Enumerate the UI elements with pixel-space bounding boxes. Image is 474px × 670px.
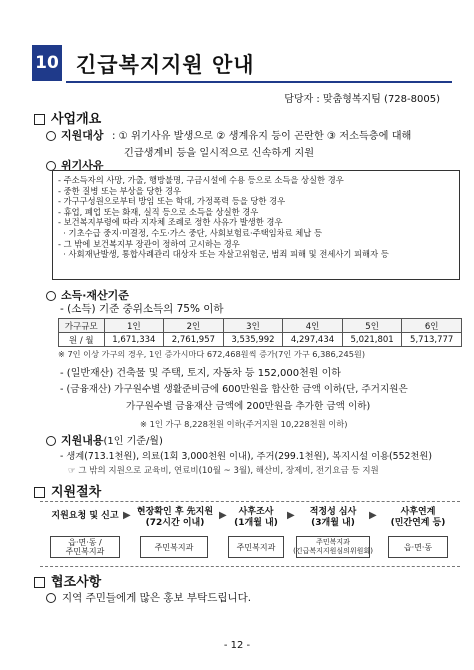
procedure-step: 현장확인 후 先지원 (72시간 이내): [136, 507, 214, 528]
table-cell: 1인: [104, 319, 164, 333]
income-line: - (소득) 기준 중위소득의 75% 이하: [60, 303, 224, 315]
table-cell: 5인: [342, 319, 402, 333]
finance-line1: - (금융재산) 가구원수별 생활준비금에 600만원을 합산한 금액 이하(단, 주거지원은: [60, 384, 408, 395]
checkbox-square-icon: [34, 577, 45, 588]
procedure-step: 사후연계 (민간연계 등): [390, 507, 446, 528]
table-cell: 3인: [223, 319, 283, 333]
procedure-step: 적정성 심사 (3개월 내): [309, 507, 357, 528]
finance-line2: 가구원수별 금융재산 금액에 200만원을 추가한 금액 이하): [126, 401, 371, 412]
reason-item: - 주소득자의 사망, 가출, 행방불명, 구금시설에 수용 등으로 소득을 상실한 경우: [58, 175, 344, 185]
support-line1: - 생계(713.1천원), 의료(1회 3,000천원 이내), 주거(299.1천원), 복지시설 이용(552천원): [60, 451, 432, 462]
reason-item: · 사회재난발생, 통합사례관리 대상자 또는 자살고위험군, 범죄 피해 및 전세사기 피해자 등: [58, 249, 389, 260]
section-heading: 지원절차: [51, 485, 102, 500]
table-cell: 4,297,434: [283, 333, 343, 347]
reason-item: · 기초수급 중지·미결정, 수도·가스 중단, 사회보험료·주택임차료 체납 등: [58, 227, 322, 238]
table-cell: 2인: [164, 319, 224, 333]
subheading: 소득·재산기준: [61, 289, 129, 302]
target-label-row: [46, 127, 104, 143]
page-number: - 12 -: [223, 640, 251, 651]
table-cell: 3,535,992: [223, 333, 283, 347]
arrow-right-icon: ▶: [287, 510, 295, 521]
procedure-agency: 읍·면·동: [388, 536, 448, 558]
section-heading: 사업개요: [51, 112, 102, 127]
section-heading: 협조사항: [51, 575, 102, 590]
checkbox-square-icon: [34, 114, 45, 125]
bullet-circle-icon: [46, 291, 56, 301]
table-cell: 5,713,777: [402, 333, 462, 347]
contact-info: 담당자 : 맞춤형복지팀 (728-8005): [284, 94, 440, 105]
subheading-suffix: (1인 기준/월): [103, 436, 163, 447]
procedure-agency: 주민복지과: [228, 536, 284, 558]
support-line2: ☞ 그 밖의 지원으로 교육비, 연료비(10월 ~ 3월), 해산비, 장제비, 전기요금 등 지원: [68, 466, 379, 476]
cooperation-text: 지역 주민들에게 많은 홍보 부탁드립니다.: [62, 592, 252, 604]
title-bar: [32, 45, 452, 85]
reason-item: - 가구구성원으로부터 방임 또는 학대, 가정폭력 등을 당한 경우: [58, 196, 286, 207]
table-cell: 4인: [283, 319, 343, 333]
procedure-agency: 주민복지과: [140, 536, 208, 558]
target-line2: 긴급생계비 등을 일시적으로 신속하게 지원: [124, 148, 315, 159]
support-label-row: [46, 432, 163, 448]
table-cell: 원 / 월: [59, 333, 105, 347]
reason-item: - 중한 질병 또는 부상을 당한 경우: [58, 185, 182, 196]
procedure-agency: 주민복지과 (긴급복지지원심의위원회): [296, 536, 370, 558]
procedure-bottom-border: [40, 566, 460, 567]
table-note: ※ 7인 이상 가구의 경우, 1인 증가시마다 672,468원씩 증가(7인 가구 6,386,245원): [58, 349, 366, 359]
bullet-circle-icon: [46, 436, 56, 446]
bullet-circle-icon: [46, 593, 56, 603]
table-cell: 5,021,801: [342, 333, 402, 347]
table-row: [59, 333, 462, 347]
checkbox-square-icon: [34, 487, 45, 498]
table-cell: 2,761,957: [164, 333, 224, 347]
section-number: 10: [32, 45, 62, 81]
title-underline: [66, 81, 452, 83]
reasons-box: [52, 170, 460, 280]
subheading: 위기사유: [61, 159, 104, 172]
section-procedure: [34, 481, 101, 500]
section-overview: [34, 108, 101, 127]
finance-note: ※ 1인 가구 8,228천원 이하(주거지원 10,228천원 이하): [140, 419, 348, 429]
section-cooperation: [34, 571, 101, 590]
table-cell: 6인: [402, 319, 462, 333]
reason-item: - 보건복지부령에 따라 지자체 조례로 정한 사유가 발생한 경우: [58, 217, 283, 228]
target-line1: : ① 위기사유 발생으로 ② 생계유지 등이 곤란한 ③ 저소득층에 대해: [112, 131, 412, 142]
income-table: [58, 318, 462, 347]
table-cell: 가구규모: [59, 319, 105, 333]
page-title: 긴급복지지원 안내: [76, 53, 255, 77]
cooperation-row: [46, 590, 251, 605]
procedure-step: 지원요청 및 신고: [51, 511, 119, 521]
subheading: 지원대상: [61, 129, 104, 142]
arrow-right-icon: ▶: [219, 510, 227, 521]
arrow-right-icon: ▶: [369, 510, 377, 521]
reason-item: - 휴업, 폐업 또는 화재, 실직 등으로 소득을 상실한 경우: [58, 206, 259, 217]
bullet-circle-icon: [46, 131, 56, 141]
procedure-step: 사후조사 (1개월 내): [234, 507, 278, 528]
property-line: - (일반재산) 건축물 및 주택, 토지, 자동차 등 152,000천원 이하: [60, 368, 341, 379]
procedure-top-border: [40, 501, 460, 502]
table-header-row: [59, 319, 462, 333]
subheading: 지원내용: [61, 434, 104, 447]
reason-item: - 그 밖에 보건복지부 장관이 정하여 고시하는 경우: [58, 238, 240, 249]
table-cell: 1,671,334: [104, 333, 164, 347]
procedure-agency: 읍·면·동 / 주민복지과: [50, 536, 120, 558]
arrow-right-icon: ▶: [123, 510, 131, 521]
